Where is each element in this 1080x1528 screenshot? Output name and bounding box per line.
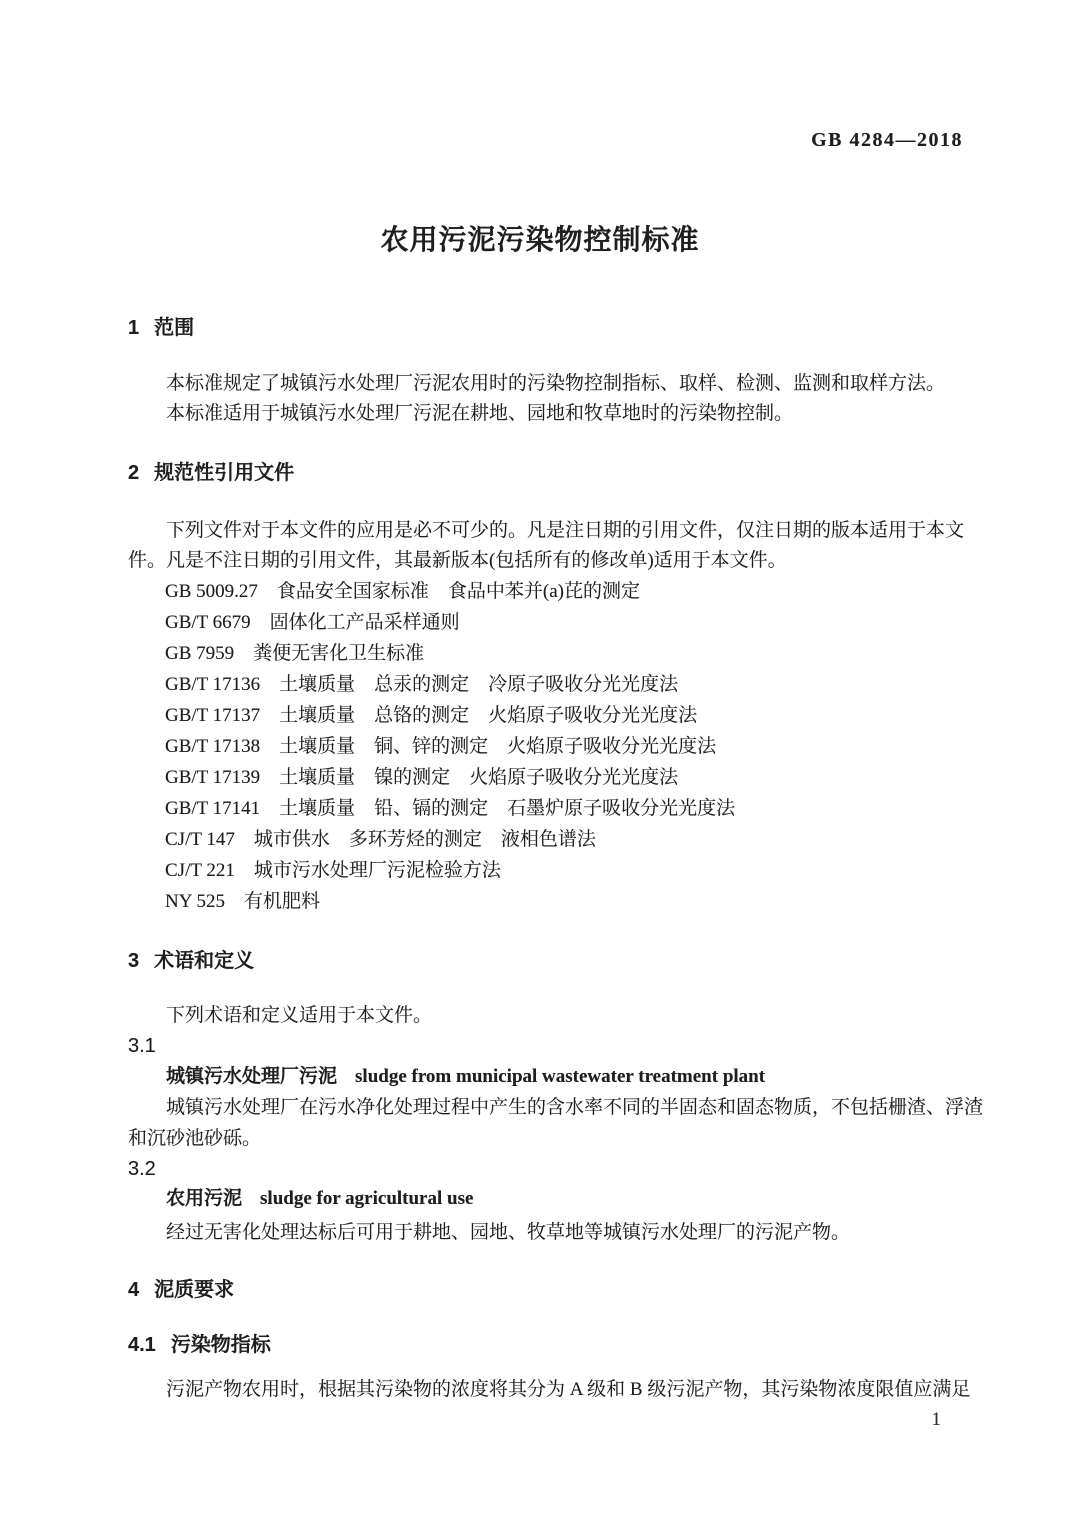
term-zh: 农用污泥 [166, 1188, 243, 1209]
section-3-title: 术语和定义 [154, 950, 255, 972]
section-4-heading [0, 1275, 1080, 1305]
reference-item: CJ/T 221 城市污水处理厂污泥检验方法 [165, 860, 501, 881]
clause-number-3-1: 3.1 [128, 1035, 156, 1057]
term-en: sludge for agricultural use [260, 1188, 474, 1209]
refs-intro-line-1: 下列文件对于本文件的应用是必不可少的。凡是注日期的引用文件，仅注日期的版本适用于本文 [166, 520, 965, 541]
definition-line: 城镇污水处理厂在污水净化处理过程中产生的含水率不同的半固态和固态物质，不包括栅渣、浮渣 [166, 1097, 984, 1118]
term-zh: 城镇污水处理厂污泥 [166, 1066, 338, 1087]
section-1-number: 1 [128, 317, 140, 339]
term-entry-3-2 [0, 1184, 1080, 1214]
definition-line: 经过无害化处理达标后可用于耕地、园地、牧草地等城镇污水处理厂的污泥产物。 [166, 1222, 851, 1243]
page-number: 1 [931, 1409, 941, 1430]
term-en: sludge from municipal wastewater treatment plant [355, 1066, 766, 1087]
reference-item: GB 5009.27 食品安全国家标准 食品中苯并(a)芘的测定 [165, 581, 640, 602]
standard-code: GB 4284—2018 [811, 129, 963, 151]
reference-list [0, 576, 1080, 917]
reference-item: GB/T 17138 土壤质量 铜、锌的测定 火焰原子吸收分光光度法 [165, 736, 717, 757]
reference-item: GB/T 17139 土壤质量 镍的测定 火焰原子吸收分光光度法 [165, 767, 679, 788]
definition-line: 和沉砂池砂砾。 [128, 1128, 262, 1149]
section-1-title: 范围 [154, 317, 195, 339]
reference-item: GB/T 6679 固体化工产品采样通则 [165, 612, 460, 633]
section-3-heading [0, 946, 1080, 976]
section-4-1-title: 污染物指标 [170, 1334, 271, 1356]
scope-paragraph-line-1: 本标准规定了城镇污水处理厂污泥农用时的污染物控制指标、取样、检测、监测和取样方法。 [166, 373, 946, 394]
section-4-1-heading [0, 1330, 1080, 1360]
reference-item: GB/T 17141 土壤质量 铅、镉的测定 石墨炉原子吸收分光光度法 [165, 798, 736, 819]
section-2-title: 规范性引用文件 [154, 462, 295, 484]
section-3-number: 3 [128, 950, 140, 972]
refs-intro-line-2: 件。凡是不注日期的引用文件，其最新版本(包括所有的修改单)适用于本文件。 [128, 550, 787, 571]
section-4-1-number: 4.1 [128, 1334, 156, 1356]
reference-item: CJ/T 147 城市供水 多环芳烃的测定 液相色谱法 [165, 829, 596, 850]
pollutant-paragraph: 污泥产物农用时，根据其污染物的浓度将其分为 A 级和 B 级污泥产物，其污染物浓度限值应满足 [166, 1379, 971, 1400]
term-entry-3-1 [0, 1062, 1080, 1092]
reference-item: GB 7959 粪便无害化卫生标准 [165, 643, 425, 664]
reference-item: GB/T 17137 土壤质量 总铬的测定 火焰原子吸收分光光度法 [165, 705, 698, 726]
section-2-number: 2 [128, 462, 140, 484]
section-2-heading [0, 458, 1080, 488]
terms-intro: 下列术语和定义适用于本文件。 [166, 1005, 433, 1026]
section-4-number: 4 [128, 1279, 140, 1301]
scope-paragraph-line-2: 本标准适用于城镇污水处理厂污泥在耕地、园地和牧草地时的污染物控制。 [166, 403, 794, 424]
reference-item: NY 525 有机肥料 [165, 891, 320, 912]
clause-number-3-2: 3.2 [128, 1158, 156, 1180]
section-4-title: 泥质要求 [154, 1279, 235, 1301]
document-title: 农用污泥污染物控制标准 [380, 224, 700, 255]
reference-item: GB/T 17136 土壤质量 总汞的测定 冷原子吸收分光光度法 [165, 674, 679, 695]
section-1-heading [0, 313, 1080, 343]
